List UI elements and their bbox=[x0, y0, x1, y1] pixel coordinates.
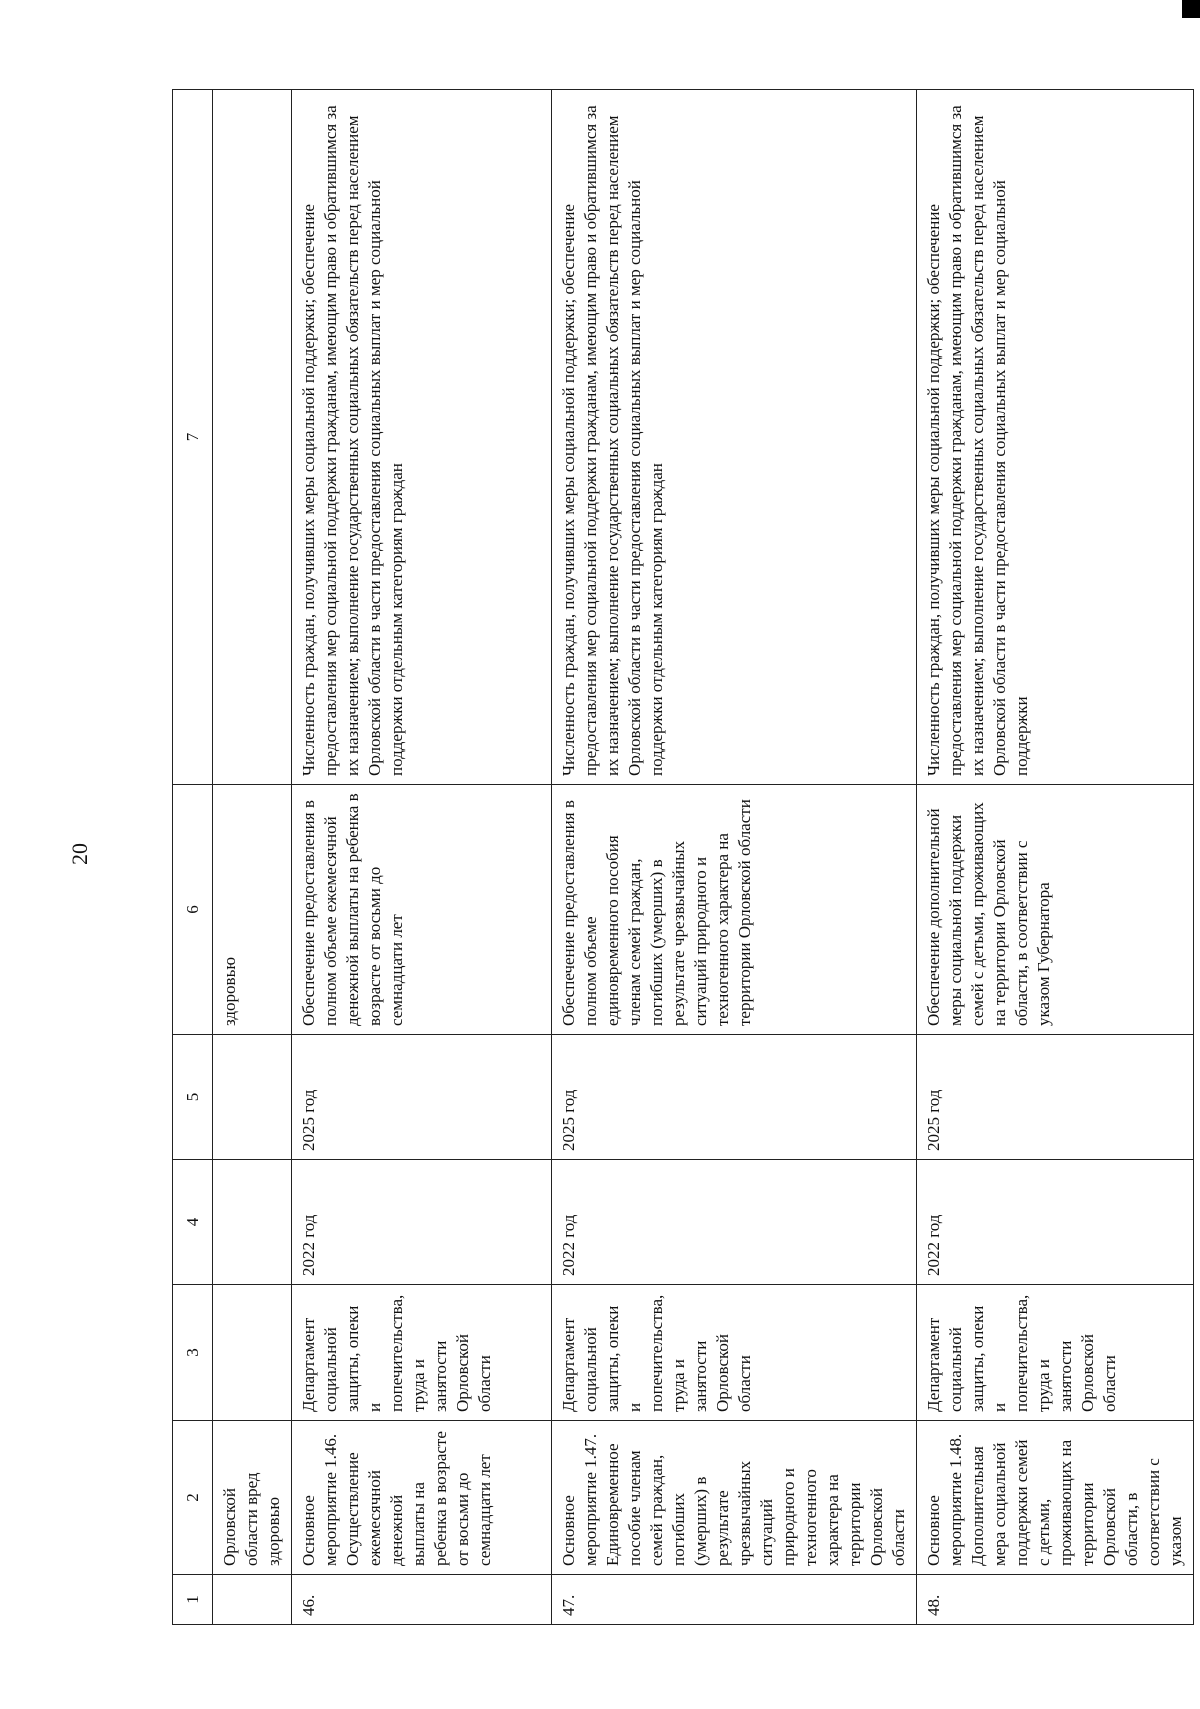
end-year-cell bbox=[213, 1035, 292, 1160]
start-year-cell: 2022 год bbox=[292, 1160, 552, 1285]
scan-corner-mark bbox=[1182, 0, 1200, 18]
indicator-cell: Численность граждан, получивших меры социальной поддержки; обеспечение предоставления мер социальной поддержки гражданам, имеющим право и обратившимся за их назначением; выполнение государственных социальных обязательств перед населением Орловской области в части предоставления социальных выплат и мер социальной поддержки bbox=[917, 90, 1194, 785]
row-number-cell bbox=[213, 1575, 292, 1625]
measure-name-cell: Основное мероприятие 1.48. Дополнительная мера социальной поддержки семей с детьми, проживающих на территории Орловской области, в соответствии с указом bbox=[917, 1421, 1194, 1575]
column-number-header: 7 bbox=[173, 90, 213, 785]
executor-cell bbox=[213, 1285, 292, 1421]
start-year-cell: 2022 год bbox=[917, 1160, 1194, 1285]
start-year-cell: 2022 год bbox=[552, 1160, 917, 1285]
expected-result-cell: здоровью bbox=[213, 785, 292, 1035]
executor-cell: Департамент социальной защиты, опеки и попечительства, труда и занятости Орловской области bbox=[552, 1285, 917, 1421]
column-number-header: 2 bbox=[173, 1421, 213, 1575]
indicator-cell bbox=[213, 90, 292, 785]
executor-cell: Департамент социальной защиты, опеки и попечительства, труда и занятости Орловской области bbox=[292, 1285, 552, 1421]
row-number-cell: 46. bbox=[292, 1575, 552, 1625]
indicator-cell: Численность граждан, получивших меры социальной поддержки; обеспечение предоставления мер социальной поддержки гражданам, имеющим право и обратившимся за их назначением; выполнение государственных социальных обязательств перед населением Орловской области в части предоставления социальных выплат и мер социальной поддержки отдельным категориям граждан bbox=[552, 90, 917, 785]
executor-cell: Департамент социальной защиты, опеки и попечительства, труда и занятости Орловской области bbox=[917, 1285, 1194, 1421]
row-number-cell: 47. bbox=[552, 1575, 917, 1625]
column-number-row bbox=[173, 90, 213, 1625]
table-row bbox=[292, 90, 552, 1625]
end-year-cell: 2025 год bbox=[917, 1035, 1194, 1160]
start-year-cell bbox=[213, 1160, 292, 1285]
column-number-header: 5 bbox=[173, 1035, 213, 1160]
column-number-header: 6 bbox=[173, 785, 213, 1035]
column-number-header: 4 bbox=[173, 1160, 213, 1285]
measures-table bbox=[172, 89, 1194, 1625]
indicator-cell: Численность граждан, получивших меры социальной поддержки; обеспечение предоставления мер социальной поддержки гражданам, имеющим право и обратившимся за их назначением; выполнение государственных социальных обязательств перед населением Орловской области в части предоставления социальных выплат и мер социальной поддержки отдельным категориям граждан bbox=[292, 90, 552, 785]
measures-table-wrapper bbox=[172, 90, 1185, 1625]
row-number-cell: 48. bbox=[917, 1575, 1194, 1625]
table-row bbox=[917, 90, 1194, 1625]
column-number-header: 1 bbox=[173, 1575, 213, 1625]
page-number: 20 bbox=[67, 843, 92, 865]
end-year-cell: 2025 год bbox=[552, 1035, 917, 1160]
measure-name-cell: Орловской области вред здоровью bbox=[213, 1421, 292, 1575]
expected-result-cell: Обеспечение предоставления в полном объеме единовременного пособия членам семей граждан, погибших (умерших) в результате чрезвычайных ситуаций природного и техногенного характера на территории Орловской области bbox=[552, 785, 917, 1035]
end-year-cell: 2025 год bbox=[292, 1035, 552, 1160]
table-row bbox=[552, 90, 917, 1625]
expected-result-cell: Обеспечение предоставления в полном объеме ежемесячной денежной выплаты на ребенка в возрасте от восьми до семнадцати лет bbox=[292, 785, 552, 1035]
measure-name-cell: Основное мероприятие 1.46. Осуществление ежемесячной денежной выплаты на ребенка в возрасте от восьми до семнадцати лет bbox=[292, 1421, 552, 1575]
column-number-header: 3 bbox=[173, 1285, 213, 1421]
continuation-row bbox=[213, 90, 292, 1625]
expected-result-cell: Обеспечение дополнительной меры социальной поддержки семей с детьми, проживающих на территории Орловской области, в соответствии с указом Губернатора bbox=[917, 785, 1194, 1035]
measure-name-cell: Основное мероприятие 1.47. Единовременное пособие членам семей граждан, погибших (умерших) в результате чрезвычайных ситуаций природного и техногенного характера на территории Орловской области bbox=[552, 1421, 917, 1575]
